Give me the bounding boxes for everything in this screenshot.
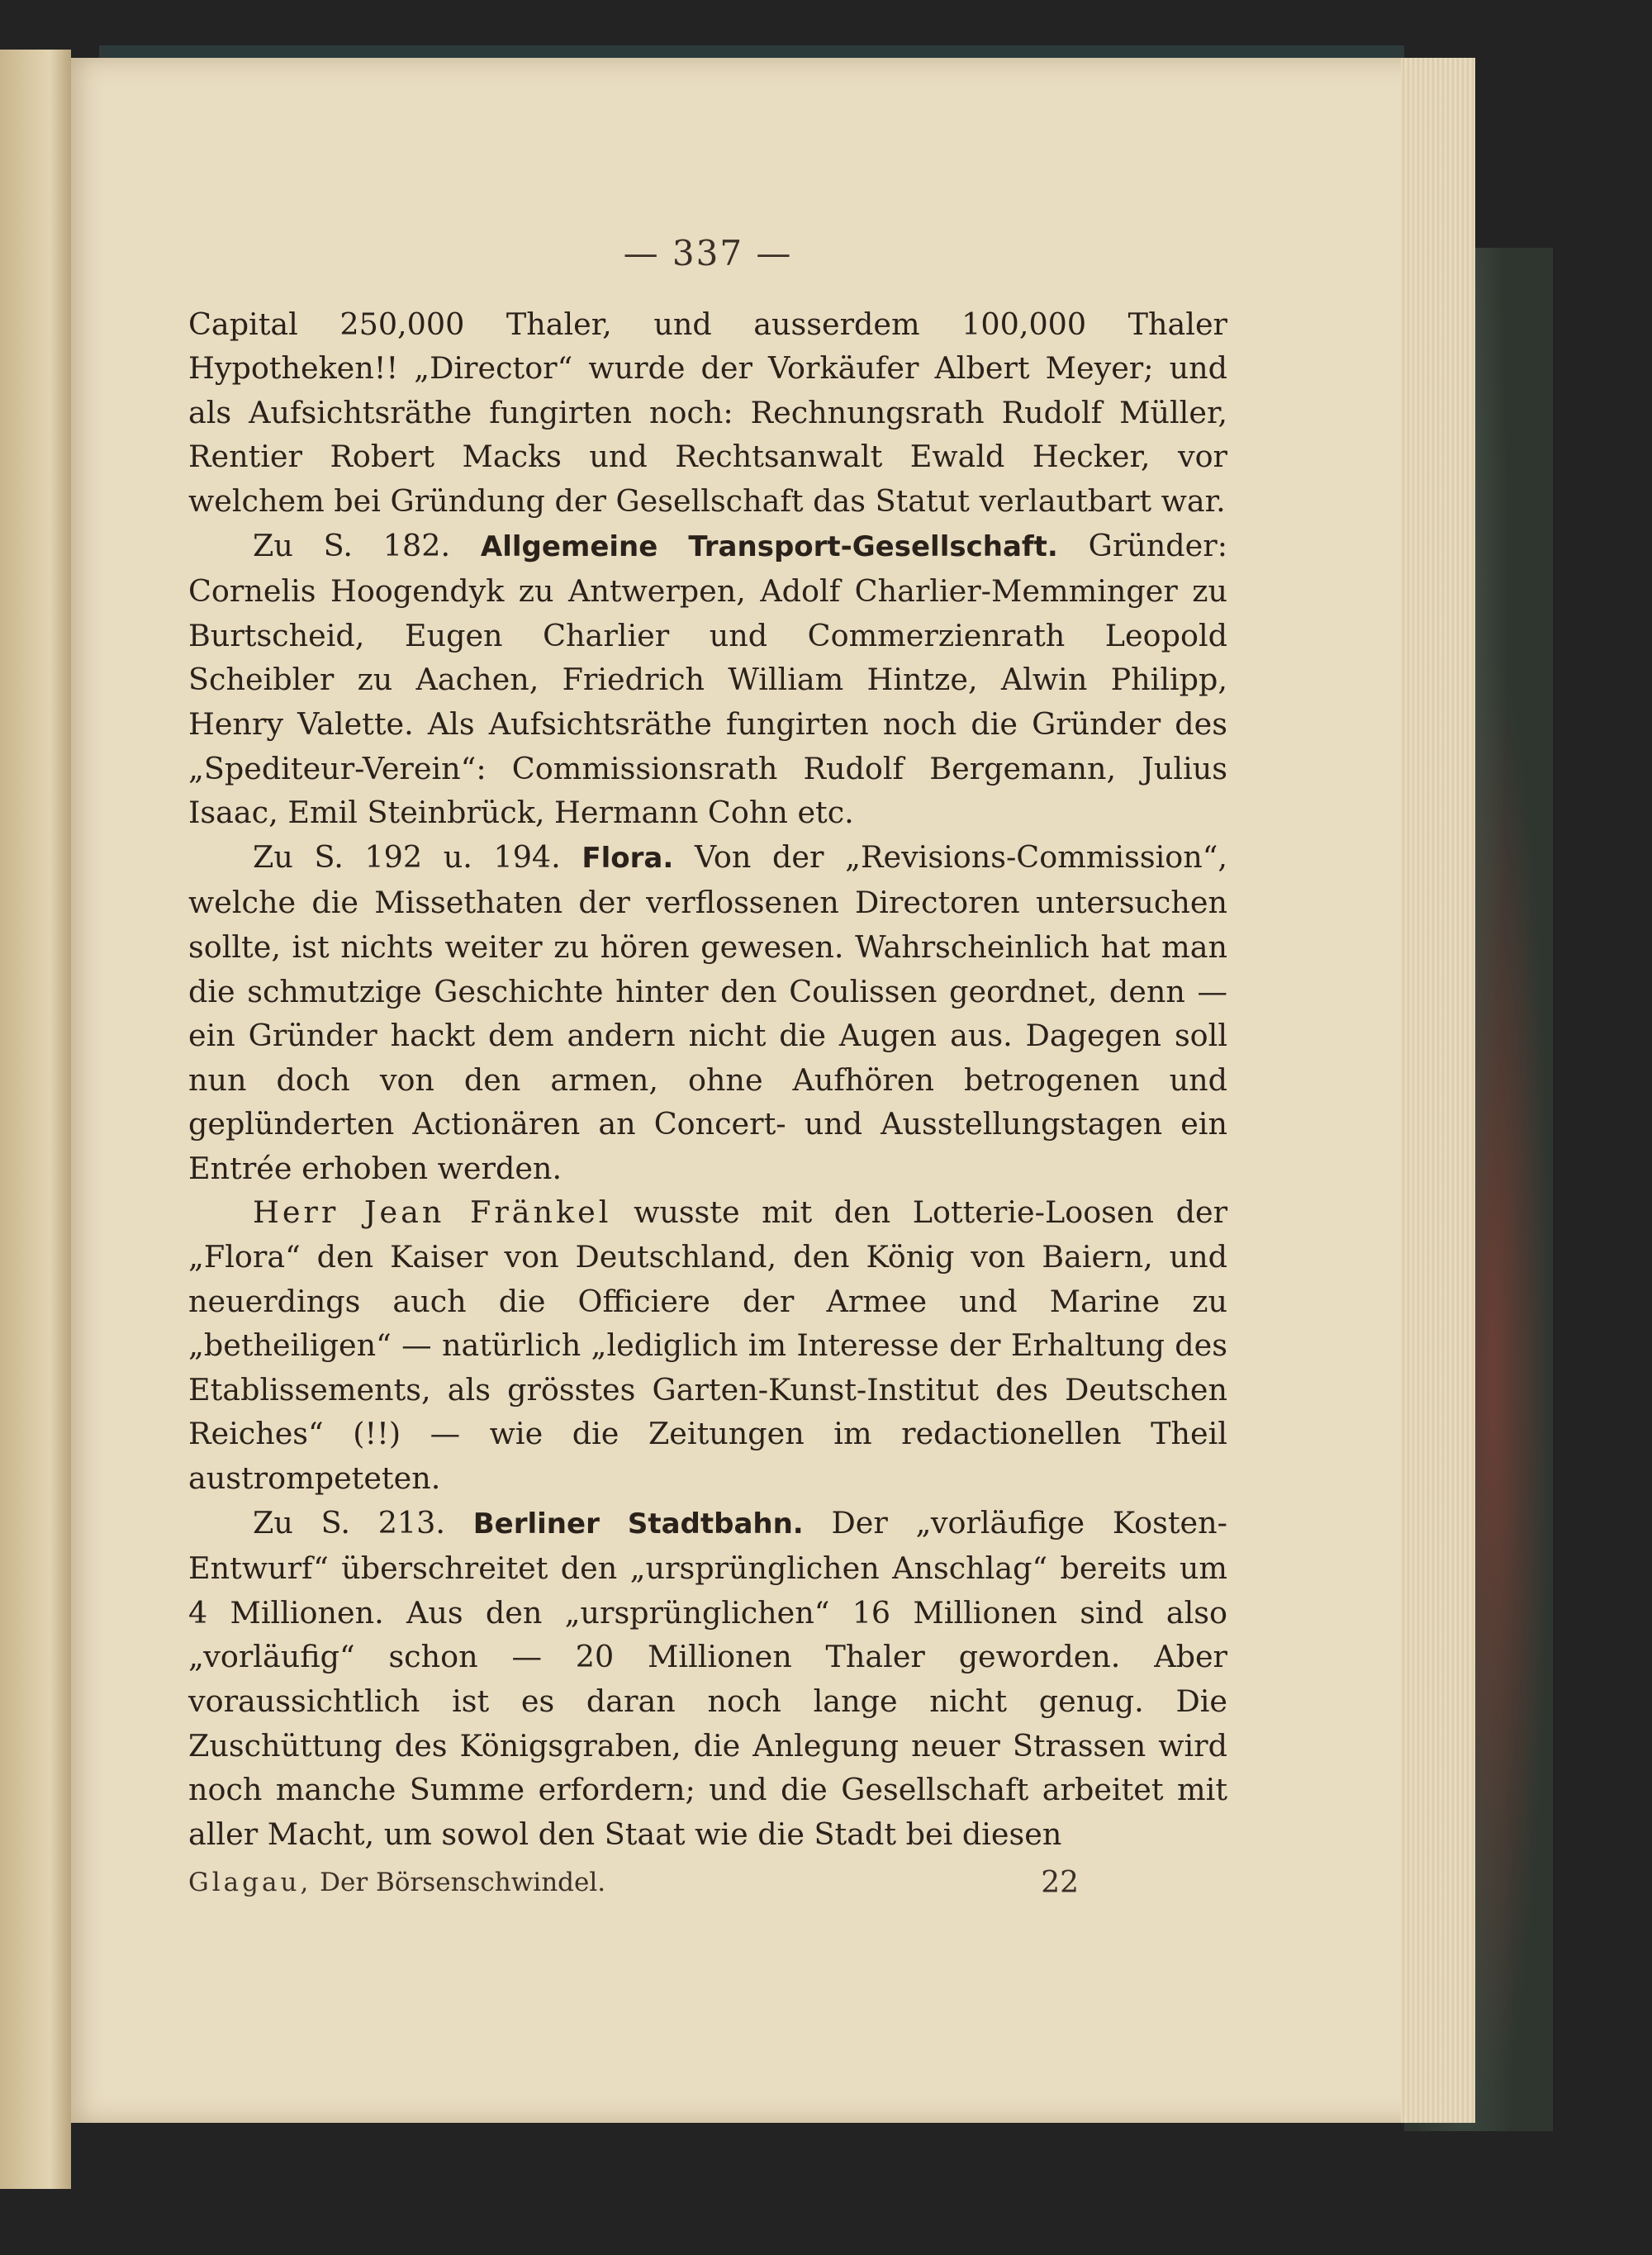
page-content xyxy=(188,231,1227,1906)
paragraph-text: wusste mit den Lotterie-Loosen der „Flora“ den Kaiser von Deutschland, den König von Baiern, und neuerdings auch die Officiere der Armee und Marine zu „betheiligen“ — natürlich „lediglich im Interesse der Erhaltung des Etablissements, als grösstes Garten-Kunst-Institut des Deutschen Reiches“ (!!) — wie die Zeitungen im redactionellen Theil austrompeteten. xyxy=(188,1194,1228,1497)
paragraph-5 xyxy=(188,1501,1227,1857)
paragraph-text: Von der „Revisions-Commission“, welche die Missethaten der verflossenen Directoren untersuchen sollte, ist nichts weiter zu hören gewesen. Wahrscheinlich hat man die schmutzige Geschichte hinter den Coulissen geordnet, denn — ein Gründer hackt dem andern nicht die Augen aus. Dagegen soll nun doch von den armen, ohne Aufhören betrogenen und geplünderten Actionären an Concert- und Ausstellungstagen ein Entrée erhoben werden. xyxy=(188,838,1227,1186)
footer-title: Der Börsenschwindel. xyxy=(320,1868,606,1898)
footer-book-title xyxy=(188,1861,605,1906)
page-number: — 337 — xyxy=(623,233,793,273)
paragraph-text: Der „vorläufige Kosten-Entwurf“ überschreitet den „ursprünglichen Anschlag“ bereits um 4 Millionen. Aus den „ursprünglichen“ 16 Millionen sind also „vorläufig“ schon — 20 Millionen Thaler geworden. Aber voraussichtlich ist es daran noch lange nicht genug. Die Zuschüttung des Königsgraben, die Anlegung neuer Strassen wird noch manche Summe erfordern; und die Gesellschaft arbeitet mit aller Macht, um sowol den Staat wie die Stadt bei diesen xyxy=(188,1504,1227,1852)
section-heading: Flora. xyxy=(582,841,674,875)
book-page xyxy=(71,58,1475,2123)
paragraph-4 xyxy=(188,1190,1227,1500)
paragraph-3 xyxy=(188,835,1227,1191)
page-footer xyxy=(188,1861,1227,1906)
page-fore-edge xyxy=(1401,58,1475,2123)
paragraph-1: Capital 250,000 Thaler, und ausserdem 100,000 Thaler Hypotheken!! „Director“ wurde der Vorkäufer Albert Meyer; und als Aufsichtsräthe fungirten noch: Rechnungsrath Rudolf Müller, Rentier Robert Macks und Rechtsanwalt Ewald Hecker, vor welchem bei Gründung der Gesellschaft das Statut verlautbart war. xyxy=(188,306,1227,519)
page-reference: Zu S. 213. xyxy=(253,1504,445,1541)
page-reference: Zu S. 182. xyxy=(253,527,451,563)
section-heading: Berliner Stadtbahn. xyxy=(472,1507,804,1541)
section-heading: Allgemeine Transport-Gesellschaft. xyxy=(480,529,1058,563)
page-reference: Zu S. 192 u. 194. xyxy=(253,838,561,875)
paragraph-2 xyxy=(188,524,1227,835)
paragraph-text: Gründer: Cornelis Hoogendyk zu Antwerpen, Adolf Charlier-Memminger zu Burtscheid, Eugen Charlier und Commerzienrath Leopold Scheibler zu Aachen, Friedrich William Hintze, Alwin Philipp, Henry Valette. Als Aufsichtsräthe fungirten noch die Gründer des „Spediteur-Verein“: Commissionsrath Rudolf Bergemann, Julius Isaac, Emil Steinbrück, Hermann Cohn etc. xyxy=(188,527,1228,831)
signature-mark: 22 xyxy=(1041,1866,1079,1901)
left-page-edge xyxy=(0,50,71,2189)
person-name: Herr Jean Fränkel xyxy=(253,1194,612,1231)
footer-author: Glagau, xyxy=(188,1868,312,1898)
